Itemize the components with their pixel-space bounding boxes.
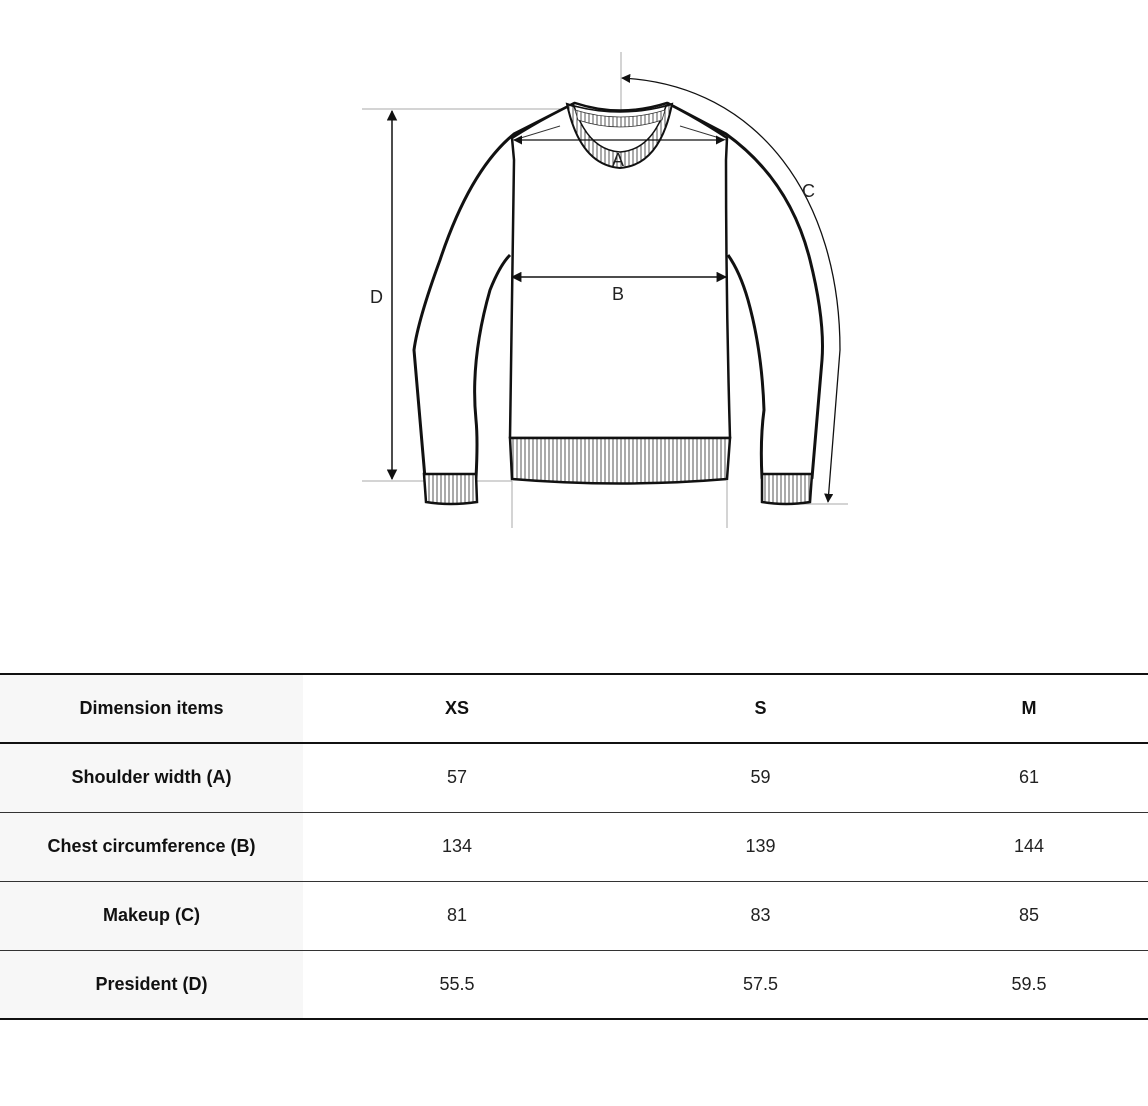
- table-row: [0, 950, 1148, 1019]
- cell-value: 61: [1018, 767, 1040, 788]
- header-size-xs: XS: [444, 698, 469, 718]
- cell-value: 134: [441, 836, 473, 856]
- label-b: B: [612, 284, 625, 304]
- label-c: C: [802, 181, 815, 201]
- row-label: Chest circumference (B): [0, 812, 303, 881]
- cell-value: 85: [1018, 905, 1040, 925]
- cell-value: 55.5: [439, 973, 475, 994]
- cell-value: 83: [750, 905, 771, 925]
- table-row: [0, 881, 1148, 950]
- cell-value: 57: [446, 767, 468, 788]
- sweatshirt-illustration: [340, 40, 860, 540]
- row-label: Shoulder width (A): [0, 743, 303, 812]
- cell-value: 139: [745, 836, 776, 856]
- table-row: [0, 743, 1148, 812]
- header-size-s: S: [754, 698, 767, 718]
- row-label: President (D): [0, 950, 303, 1019]
- cell-value: 144: [1013, 836, 1045, 856]
- cell-value: 59: [750, 767, 771, 788]
- table-row: [0, 812, 1148, 881]
- sweatshirt-size-diagram: [340, 40, 860, 540]
- row-label: Makeup (C): [0, 881, 303, 950]
- cell-value: 81: [446, 905, 468, 925]
- header-size-m: M: [1021, 698, 1037, 718]
- cell-value: 59.5: [1011, 973, 1047, 994]
- size-chart-table: [0, 673, 1148, 1020]
- cell-value: 57.5: [742, 973, 779, 994]
- label-a: A: [612, 150, 625, 170]
- header-dimension-items: Dimension items: [0, 674, 303, 743]
- label-d: D: [370, 287, 383, 307]
- table-header-row: [0, 674, 1148, 743]
